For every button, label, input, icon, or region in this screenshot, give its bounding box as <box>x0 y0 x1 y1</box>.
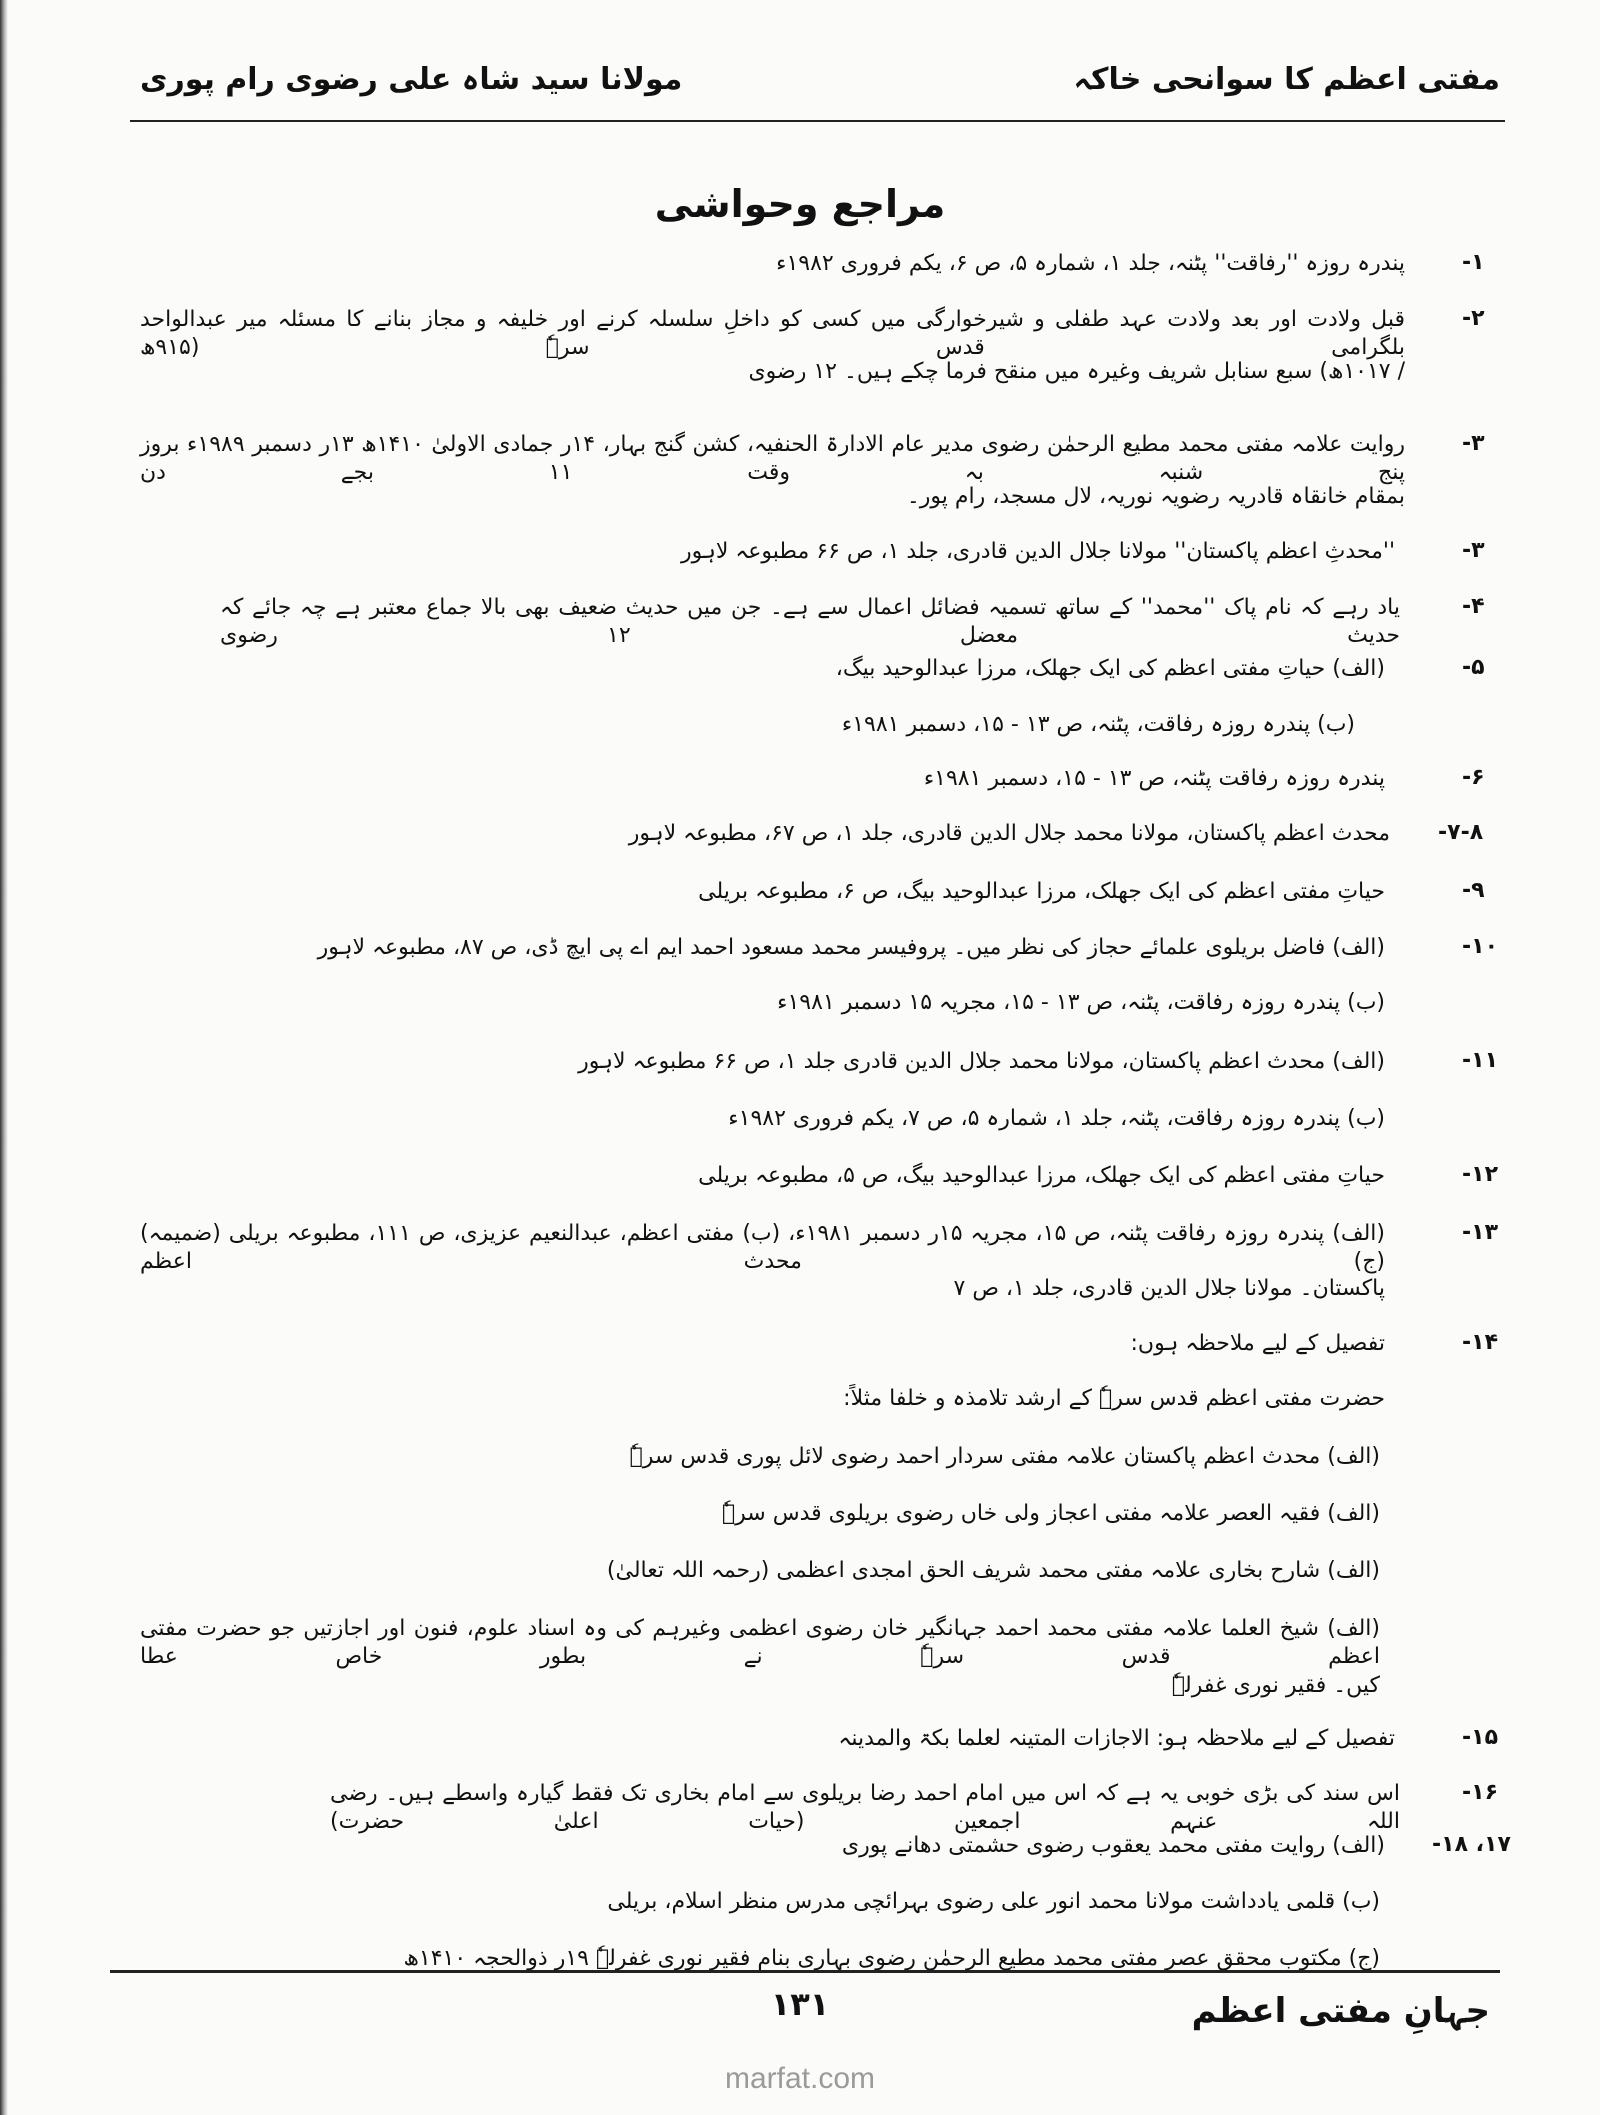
note-number: ۱- <box>1462 250 1485 275</box>
note-line: ''محدثِ اعظم پاکستان'' مولانا جلال الدین قادری، جلد ۱، ص ۶۶ مطبوعہ لاہور <box>680 539 1395 564</box>
note-number: ۱۳- <box>1462 1220 1498 1245</box>
note-line: پاکستان۔ مولانا جلال الدین قادری، جلد ۱، ص ۷ <box>953 1276 1385 1301</box>
note-line: (ب) پندرہ روزہ رفاقت، پٹنہ، ص ۱۳ - ۱۵، مجریہ ۱۵ دسمبر ۱۹۸۱ء <box>777 990 1385 1015</box>
header-author: مولانا سید شاہ علی رضوی رام پوری <box>140 62 683 97</box>
note-line: (ب) پندرہ روزہ رفاقت، پٹنہ، ص ۱۳ - ۱۵، دسمبر ۱۹۸۱ء <box>841 712 1355 737</box>
note-line: اس سند کی بڑی خوبی یہ ہے کہ اس میں امام احمد رضا بریلوی سے امام بخاری تک فقط گیارہ واسطے ہیں۔ رضی اللہ عنہم اجمعین (حیات اعلیٰ حضرت) <box>330 1781 1400 1834</box>
note-line: (الف) شیخ العلما علامہ مفتی محمد احمد جہانگیر خان رضوی اعظمی وغیرہم کی وہ اسناد علوم، فنون اور اجازتیں جو حضرت مفتی اعظم قدس سرہٗ نے بطور خاص عطا <box>140 1616 1380 1669</box>
note-line: (الف) روایت مفتی محمد یعقوب رضوی حشمتی دھانے پوری <box>841 1833 1385 1858</box>
note-line: حیاتِ مفتی اعظم کی ایک جھلک، مرزا عبدالوحید بیگ، ص ۵، مطبوعہ بریلی <box>698 1163 1385 1188</box>
note-line: روایت علامہ مفتی محمد مطیع الرحمٰن رضوی مدیر عام الادارۃ الحنفیہ، کشن گنج بہار، ۱۴ر جمادی الاولیٰ ۱۴۱۰ھ ۱۳ر دسمبر ۱۹۸۹ء بروز پنج شنبہ بہ وقت ۱۱ بجے دن <box>140 432 1406 485</box>
header-chapter-title: مفتی اعظم کا سوانحی خاکہ <box>1073 62 1500 97</box>
note-line: (الف) پندرہ روزہ رفاقت پٹنہ، ص ۱۵، مجریہ ۱۵ر دسمبر ۱۹۸۱ء، (ب) مفتی اعظم، عبدالنعیم عزیزی، ص ۱۱۱، مطبوعہ بریلی (ضمیمہ) (ج) محدث اعظم <box>140 1221 1385 1274</box>
note-number: ۱۰- <box>1462 934 1498 959</box>
note-number: ۹- <box>1462 878 1485 903</box>
note-number: ۱۷، ۱۸- <box>1432 1832 1511 1857</box>
note-number: ۵- <box>1462 655 1485 680</box>
note-number: ۱۱- <box>1462 1048 1498 1073</box>
note-number: ۴- <box>1462 594 1485 619</box>
page-number: ۱۳۱ <box>770 1985 830 2023</box>
note-line: تفصیل کے لیے ملاحظہ ہو: الاجازات المتینہ لعلما بکۃ والمدینہ <box>838 1726 1395 1751</box>
note-line: (ب) پندرہ روزہ رفاقت، پٹنہ، جلد ۱، شمارہ ۵، ص ۷، یکم فروری ۱۹۸۲ء <box>728 1106 1385 1131</box>
note-line: (الف) حیاتِ مفتی اعظم کی ایک جھلک، مرزا عبدالوحید بیگ، <box>835 656 1385 681</box>
note-line: پندرہ روزہ ''رفاقت'' پٹنہ، جلد ۱، شمارہ ۵، ص ۶، یکم فروری ۱۹۸۲ء <box>776 251 1405 276</box>
note-line: بمقام خانقاہ قادریہ رضویہ نوریہ، لال مسجد، رام پور۔ <box>906 484 1405 509</box>
note-line: (الف) محدث اعظم پاکستان، مولانا محمد جلال الدین قادری جلد ۱، ص ۶۶ مطبوعہ لاہور <box>578 1049 1385 1074</box>
note-number: ۱۴- <box>1462 1330 1498 1355</box>
note-line: (الف) شارح بخاری علامہ مفتی محمد شریف الحق امجدی اعظمی (رحمہ اللہ تعالیٰ) <box>606 1558 1380 1583</box>
note-number: ۱۵- <box>1462 1725 1498 1750</box>
note-number: ۱۲- <box>1462 1162 1498 1187</box>
note-line: حیاتِ مفتی اعظم کی ایک جھلک، مرزا عبدالوحید بیگ، ص ۶، مطبوعہ بریلی <box>698 879 1385 904</box>
note-number: ۳- <box>1462 538 1485 563</box>
note-number: ۶- <box>1462 765 1485 790</box>
watermark: marfat.com <box>724 2062 876 2095</box>
note-number: ۱۶- <box>1462 1780 1498 1805</box>
note-number: ۳- <box>1462 431 1485 456</box>
note-line: (ج) مکتوب محقق عصر مفتی محمد مطیع الرحمٰن رضوی بہاری بنام فقیر نوری غفرلہٗ ۱۹ر ذوالحجہ ۱۴۱۰ھ <box>403 1946 1380 1971</box>
note-line: تفصیل کے لیے ملاحظہ ہوں: <box>1130 1331 1385 1356</box>
footer-book-title: جہانِ مفتی اعظم <box>1191 1991 1490 2031</box>
note-number: ۲- <box>1462 306 1485 331</box>
scan-edge <box>0 0 8 2115</box>
note-line: پندرہ روزہ رفاقت پٹنہ، ص ۱۳ - ۱۵، دسمبر ۱۹۸۱ء <box>923 766 1385 791</box>
note-line: محدث اعظم پاکستان، مولانا محمد جلال الدین قادری، جلد ۱، ص ۶۷، مطبوعہ لاہور <box>628 821 1390 846</box>
footer-rule <box>110 1970 1500 1973</box>
note-line: / ۱۰۱۷ھ) سبع سنابل شریف وغیرہ میں منقح فرما چکے ہیں۔ ۱۲ رضوی <box>748 359 1405 384</box>
note-line: حضرت مفتی اعظم قدس سرہٗ کے ارشد تلامذہ و خلفا مثلاً: <box>843 1386 1385 1411</box>
note-line: (الف) فاضل بریلوی علمائے حجاز کی نظر میں۔ پروفیسر محمد مسعود احمد ایم اے پی ایچ ڈی، ص ۸۷، مطبوعہ لاہور <box>317 935 1385 960</box>
note-line: (الف) محدث اعظم پاکستان علامہ مفتی سردار احمد رضوی لائل پوری قدس سرہٗ <box>629 1444 1380 1469</box>
note-line: کیں۔ فقیر نوری غفرلہٗ <box>1171 1673 1380 1698</box>
page-title: مراجع وحواشی <box>654 182 946 226</box>
note-line: (ب) قلمی یادداشت مولانا محمد انور علی رضوی بہرائچی مدرس منظر اسلام، بریلی <box>607 1889 1380 1914</box>
note-line: (الف) فقیہ العصر علامہ مفتی اعجاز ولی خاں رضوی بریلوی قدس سرہٗ <box>721 1501 1380 1526</box>
header-rule <box>130 120 1505 122</box>
note-line: قبل ولادت اور بعد ولادت عہد طفلی و شیرخوارگی میں کسی کو داخلِ سلسلہ کرنے اور خلیفہ و مجاز بنانے کا مسئلہ میر عبدالواحد بلگرامی قدس سرہٗ (۹۱۵ھ <box>140 307 1405 360</box>
note-line: یاد رہے کہ نام پاک ''محمد'' کے ساتھ تسمیہ فضائل اعمال سے ہے۔ جن میں حدیث ضعیف بھی بالا جماع معتبر ہے چہ جائے کہ حدیث معضل ۱۲ رضوی <box>220 595 1400 648</box>
note-number: ۷-۸- <box>1438 820 1484 845</box>
